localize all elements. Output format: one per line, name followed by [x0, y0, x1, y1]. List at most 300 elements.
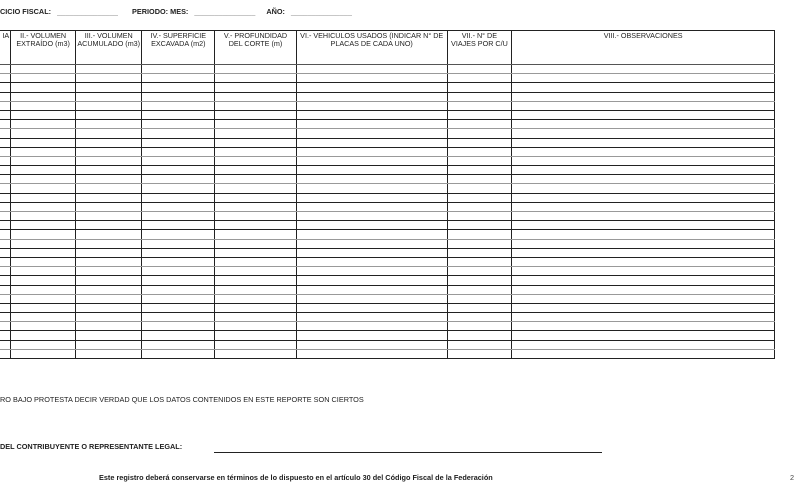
table-cell-col-3[interactable]: [76, 156, 142, 165]
table-cell-col-5[interactable]: [215, 138, 297, 147]
table-row: [0, 166, 775, 175]
table-cell-col-7[interactable]: [447, 147, 512, 156]
table-cell-col-6[interactable]: [296, 166, 447, 175]
table-cell-col-3[interactable]: [76, 230, 142, 239]
table-cell-col-7[interactable]: [447, 138, 512, 147]
table-cell-col-8[interactable]: [512, 175, 775, 184]
table-cell-col-4[interactable]: [142, 92, 215, 101]
table-row: [0, 248, 775, 257]
table-cell-col-5[interactable]: [215, 202, 297, 211]
table-cell-col-3[interactable]: [76, 202, 142, 211]
table-cell-col-3[interactable]: [76, 285, 142, 294]
table-cell-col-6[interactable]: [296, 267, 447, 276]
table-cell-col-2[interactable]: [11, 193, 76, 202]
table-cell-col-5[interactable]: [215, 340, 297, 349]
table-cell-col-6[interactable]: [296, 349, 447, 358]
table-cell-col-7[interactable]: [447, 294, 512, 303]
table-cell-col-4[interactable]: [142, 322, 215, 331]
table-cell-col-4[interactable]: [142, 65, 215, 74]
table-cell-col-2[interactable]: [11, 92, 76, 101]
table-cell-col-2[interactable]: [11, 83, 76, 92]
table-cell-col-7[interactable]: [447, 349, 512, 358]
table-cell-col-6[interactable]: [296, 285, 447, 294]
table-cell-col-5[interactable]: [215, 92, 297, 101]
table-cell-col-6[interactable]: [296, 193, 447, 202]
table-cell-col-7[interactable]: [447, 239, 512, 248]
table-cell-col-8[interactable]: [512, 202, 775, 211]
table-row: [0, 92, 775, 101]
table-cell-col-1[interactable]: [0, 331, 11, 340]
table-row: [0, 267, 775, 276]
table-cell-col-2[interactable]: [11, 331, 76, 340]
table-cell-col-1[interactable]: [0, 267, 11, 276]
table-cell-col-2[interactable]: [11, 349, 76, 358]
table-cell-col-7[interactable]: [447, 156, 512, 165]
table-cell-col-1[interactable]: [0, 322, 11, 331]
table-cell-col-4[interactable]: [142, 285, 215, 294]
table-cell-col-3[interactable]: [76, 175, 142, 184]
table-cell-col-4[interactable]: [142, 349, 215, 358]
table-cell-col-4[interactable]: [142, 202, 215, 211]
table-cell-col-2[interactable]: [11, 202, 76, 211]
table-row: [0, 193, 775, 202]
table-cell-col-6[interactable]: [296, 322, 447, 331]
table-cell-col-7[interactable]: [447, 101, 512, 110]
table-cell-col-5[interactable]: [215, 257, 297, 266]
page-number: 2: [790, 473, 795, 482]
table-cell-col-8[interactable]: [512, 340, 775, 349]
table-row: [0, 101, 775, 110]
table-cell-col-7[interactable]: [447, 92, 512, 101]
table-cell-col-7[interactable]: [447, 331, 512, 340]
table-cell-col-3[interactable]: [76, 267, 142, 276]
table-row: [0, 212, 775, 221]
table-cell-col-1[interactable]: [0, 202, 11, 211]
table-cell-col-8[interactable]: [512, 239, 775, 248]
table-cell-col-8[interactable]: [512, 303, 775, 312]
table-cell-col-3[interactable]: [76, 129, 142, 138]
table-cell-col-7[interactable]: [447, 129, 512, 138]
table-cell-col-6[interactable]: [296, 212, 447, 221]
table-cell-col-5[interactable]: [215, 285, 297, 294]
table-cell-col-7[interactable]: [447, 322, 512, 331]
table-cell-col-5[interactable]: [215, 313, 297, 322]
column-header-volumen-extraido: II.- VOLUMEN EXTRAÍDO (m3): [11, 31, 76, 65]
table-cell-col-2[interactable]: [11, 166, 76, 175]
table-cell-col-3[interactable]: [76, 92, 142, 101]
table-cell-col-4[interactable]: [142, 257, 215, 266]
table-cell-col-4[interactable]: [142, 212, 215, 221]
table-cell-col-4[interactable]: [142, 120, 215, 129]
fiscal-year-label: CICIO FISCAL:: [0, 7, 52, 16]
table-cell-col-3[interactable]: [76, 276, 142, 285]
table-cell-col-2[interactable]: [11, 101, 76, 110]
table-cell-col-1[interactable]: [0, 221, 11, 230]
table-cell-col-7[interactable]: [447, 276, 512, 285]
table-row: [0, 83, 775, 92]
table-cell-col-5[interactable]: [215, 175, 297, 184]
table-cell-col-2[interactable]: [11, 65, 76, 74]
table-cell-col-8[interactable]: [512, 92, 775, 101]
table-cell-col-1[interactable]: [0, 294, 11, 303]
table-cell-col-2[interactable]: [11, 239, 76, 248]
table-cell-col-1[interactable]: [0, 147, 11, 156]
table-cell-col-5[interactable]: [215, 303, 297, 312]
table-cell-col-2[interactable]: [11, 340, 76, 349]
table-cell-col-8[interactable]: [512, 193, 775, 202]
table-cell-col-5[interactable]: [215, 276, 297, 285]
table-cell-col-4[interactable]: [142, 138, 215, 147]
table-cell-col-2[interactable]: [11, 322, 76, 331]
table-cell-col-6[interactable]: [296, 239, 447, 248]
table-cell-col-3[interactable]: [76, 303, 142, 312]
table-cell-col-8[interactable]: [512, 230, 775, 239]
table-cell-col-7[interactable]: [447, 65, 512, 74]
table-cell-col-1[interactable]: [0, 110, 11, 119]
table-cell-col-3[interactable]: [76, 331, 142, 340]
table-cell-col-3[interactable]: [76, 239, 142, 248]
table-cell-col-5[interactable]: [215, 156, 297, 165]
declaration-text: RO BAJO PROTESTA DECIR VERDAD QUE LOS DATOS CONTENIDOS EN ESTE REPORTE SON CIERTOS: [0, 395, 364, 404]
table-cell-col-8[interactable]: [512, 65, 775, 74]
table-cell-col-7[interactable]: [447, 193, 512, 202]
table-cell-col-2[interactable]: [11, 74, 76, 83]
table-cell-col-5[interactable]: [215, 212, 297, 221]
table-cell-col-1[interactable]: [0, 349, 11, 358]
table-cell-col-8[interactable]: [512, 138, 775, 147]
table-row: [0, 257, 775, 266]
table-cell-col-4[interactable]: [142, 175, 215, 184]
table-cell-col-8[interactable]: [512, 120, 775, 129]
table-cell-col-5[interactable]: [215, 349, 297, 358]
table-cell-col-3[interactable]: [76, 322, 142, 331]
year-label: AÑO:: [266, 7, 285, 16]
table-cell-col-3[interactable]: [76, 83, 142, 92]
table-cell-col-5[interactable]: [215, 129, 297, 138]
table-cell-col-8[interactable]: [512, 129, 775, 138]
table-cell-col-4[interactable]: [142, 313, 215, 322]
table-cell-col-3[interactable]: [76, 257, 142, 266]
table-cell-col-8[interactable]: [512, 285, 775, 294]
table-cell-col-1[interactable]: [0, 74, 11, 83]
table-cell-col-7[interactable]: [447, 257, 512, 266]
table-cell-col-6[interactable]: [296, 65, 447, 74]
table-cell-col-5[interactable]: [215, 322, 297, 331]
table-cell-col-1[interactable]: [0, 166, 11, 175]
table-cell-col-2[interactable]: [11, 313, 76, 322]
table-cell-col-6[interactable]: [296, 129, 447, 138]
table-cell-col-3[interactable]: [76, 184, 142, 193]
table-cell-col-8[interactable]: [512, 83, 775, 92]
table-cell-col-8[interactable]: [512, 257, 775, 266]
table-cell-col-1[interactable]: [0, 156, 11, 165]
table-cell-col-6[interactable]: [296, 340, 447, 349]
table-cell-col-4[interactable]: [142, 340, 215, 349]
table-cell-col-1[interactable]: [0, 184, 11, 193]
table-cell-col-6[interactable]: [296, 83, 447, 92]
table-cell-col-7[interactable]: [447, 74, 512, 83]
table-cell-col-7[interactable]: [447, 184, 512, 193]
table-cell-col-6[interactable]: [296, 221, 447, 230]
table-cell-col-1[interactable]: [0, 248, 11, 257]
table-cell-col-3[interactable]: [76, 349, 142, 358]
table-row: [0, 65, 775, 74]
table-cell-col-7[interactable]: [447, 120, 512, 129]
table-cell-col-4[interactable]: [142, 294, 215, 303]
table-cell-col-8[interactable]: [512, 101, 775, 110]
table-cell-col-6[interactable]: [296, 331, 447, 340]
table-cell-col-3[interactable]: [76, 120, 142, 129]
table-cell-col-6[interactable]: [296, 313, 447, 322]
table-cell-col-2[interactable]: [11, 120, 76, 129]
table-row: [0, 285, 775, 294]
table-cell-col-2[interactable]: [11, 230, 76, 239]
table-cell-col-5[interactable]: [215, 83, 297, 92]
table-cell-col-2[interactable]: [11, 221, 76, 230]
table-cell-col-7[interactable]: [447, 110, 512, 119]
table-cell-col-5[interactable]: [215, 120, 297, 129]
table-cell-col-7[interactable]: [447, 221, 512, 230]
table-cell-col-5[interactable]: [215, 239, 297, 248]
table-cell-col-5[interactable]: [215, 193, 297, 202]
table-cell-col-1[interactable]: [0, 230, 11, 239]
table-cell-col-2[interactable]: [11, 257, 76, 266]
table-cell-col-2[interactable]: [11, 110, 76, 119]
table-cell-col-3[interactable]: [76, 101, 142, 110]
table-cell-col-2[interactable]: [11, 147, 76, 156]
table-cell-col-4[interactable]: [142, 230, 215, 239]
table-cell-col-7[interactable]: [447, 212, 512, 221]
table-cell-col-1[interactable]: [0, 239, 11, 248]
table-cell-col-8[interactable]: [512, 349, 775, 358]
table-cell-col-3[interactable]: [76, 221, 142, 230]
column-header-numero-viajes: VII.- N° DE VIAJES POR C/U: [447, 31, 512, 65]
table-cell-col-7[interactable]: [447, 340, 512, 349]
table-cell-col-5[interactable]: [215, 184, 297, 193]
table-cell-col-6[interactable]: [296, 120, 447, 129]
table-cell-col-1[interactable]: [0, 120, 11, 129]
table-cell-col-2[interactable]: [11, 175, 76, 184]
table-cell-col-8[interactable]: [512, 74, 775, 83]
table-cell-col-2[interactable]: [11, 138, 76, 147]
table-cell-col-5[interactable]: [215, 166, 297, 175]
table-cell-col-6[interactable]: [296, 276, 447, 285]
table-cell-col-4[interactable]: [142, 147, 215, 156]
table-cell-col-4[interactable]: [142, 193, 215, 202]
table-cell-col-4[interactable]: [142, 74, 215, 83]
table-cell-col-4[interactable]: [142, 83, 215, 92]
column-header-superficie-excavada: IV.- SUPERFICIE EXCAVADA (m2): [142, 31, 215, 65]
table-row: [0, 276, 775, 285]
table-cell-col-2[interactable]: [11, 156, 76, 165]
table-cell-col-3[interactable]: [76, 138, 142, 147]
table-row: [0, 175, 775, 184]
table-cell-col-8[interactable]: [512, 322, 775, 331]
table-cell-col-7[interactable]: [447, 313, 512, 322]
table-header-row: [0, 31, 775, 65]
table-cell-col-7[interactable]: [447, 303, 512, 312]
year-field[interactable]: _______________: [291, 7, 352, 16]
table-cell-col-5[interactable]: [215, 294, 297, 303]
table-cell-col-1[interactable]: [0, 138, 11, 147]
table-cell-col-5[interactable]: [215, 110, 297, 119]
table-cell-col-3[interactable]: [76, 294, 142, 303]
table-row: [0, 349, 775, 358]
table-cell-col-3[interactable]: [76, 110, 142, 119]
table-cell-col-7[interactable]: [447, 248, 512, 257]
table-cell-col-1[interactable]: [0, 303, 11, 312]
table-cell-col-7[interactable]: [447, 202, 512, 211]
table-cell-col-1[interactable]: [0, 92, 11, 101]
table-cell-col-7[interactable]: [447, 175, 512, 184]
table-cell-col-1[interactable]: [0, 65, 11, 74]
table-cell-col-3[interactable]: [76, 65, 142, 74]
table-cell-col-6[interactable]: [296, 248, 447, 257]
table-cell-col-2[interactable]: [11, 129, 76, 138]
table-cell-col-8[interactable]: [512, 184, 775, 193]
table-cell-col-6[interactable]: [296, 74, 447, 83]
table-cell-col-7[interactable]: [447, 267, 512, 276]
table-cell-col-8[interactable]: [512, 110, 775, 119]
table-cell-col-7[interactable]: [447, 285, 512, 294]
table-cell-col-8[interactable]: [512, 276, 775, 285]
table-cell-col-8[interactable]: [512, 156, 775, 165]
table-cell-col-4[interactable]: [142, 221, 215, 230]
table-cell-col-2[interactable]: [11, 276, 76, 285]
table-cell-col-3[interactable]: [76, 193, 142, 202]
table-cell-col-6[interactable]: [296, 184, 447, 193]
table-cell-col-5[interactable]: [215, 147, 297, 156]
table-cell-col-4[interactable]: [142, 331, 215, 340]
table-row: [0, 184, 775, 193]
table-cell-col-8[interactable]: [512, 147, 775, 156]
table-cell-col-6[interactable]: [296, 202, 447, 211]
table-cell-col-5[interactable]: [215, 221, 297, 230]
table-cell-col-2[interactable]: [11, 212, 76, 221]
table-cell-col-1[interactable]: [0, 101, 11, 110]
header-fields: [0, 7, 352, 16]
table-cell-col-1[interactable]: [0, 276, 11, 285]
table-cell-col-3[interactable]: [76, 340, 142, 349]
table-cell-col-4[interactable]: [142, 166, 215, 175]
table-cell-col-2[interactable]: [11, 267, 76, 276]
table-cell-col-4[interactable]: [142, 303, 215, 312]
table-cell-col-3[interactable]: [76, 166, 142, 175]
table-cell-col-6[interactable]: [296, 110, 447, 119]
table-cell-col-8[interactable]: [512, 267, 775, 276]
table-cell-col-6[interactable]: [296, 147, 447, 156]
table-row: [0, 129, 775, 138]
table-row: [0, 147, 775, 156]
table-cell-col-8[interactable]: [512, 221, 775, 230]
table-cell-col-1[interactable]: [0, 175, 11, 184]
table-cell-col-6[interactable]: [296, 101, 447, 110]
period-month-field[interactable]: _______________: [194, 7, 256, 16]
table-cell-col-1[interactable]: [0, 340, 11, 349]
table-cell-col-5[interactable]: [215, 101, 297, 110]
fiscal-year-field[interactable]: _______________: [57, 7, 118, 16]
table-cell-col-6[interactable]: [296, 92, 447, 101]
table-cell-col-2[interactable]: [11, 294, 76, 303]
period-month-label: PERIODO: MES:: [132, 7, 189, 16]
table-row: [0, 294, 775, 303]
table-row: [0, 156, 775, 165]
table-cell-col-5[interactable]: [215, 230, 297, 239]
table-row: [0, 120, 775, 129]
table-cell-col-8[interactable]: [512, 331, 775, 340]
table-cell-col-7[interactable]: [447, 230, 512, 239]
signature-label: DEL CONTRIBUYENTE O REPRESENTANTE LEGAL:: [0, 442, 183, 451]
table-cell-col-4[interactable]: [142, 101, 215, 110]
table-cell-col-7[interactable]: [447, 166, 512, 175]
table-cell-col-3[interactable]: [76, 212, 142, 221]
table-cell-col-1[interactable]: [0, 313, 11, 322]
table-cell-col-8[interactable]: [512, 212, 775, 221]
table-cell-col-6[interactable]: [296, 175, 447, 184]
table-cell-col-1[interactable]: [0, 257, 11, 266]
table-cell-col-2[interactable]: [11, 303, 76, 312]
table-cell-col-3[interactable]: [76, 248, 142, 257]
table-cell-col-2[interactable]: [11, 184, 76, 193]
table-cell-col-3[interactable]: [76, 147, 142, 156]
table-cell-col-5[interactable]: [215, 74, 297, 83]
table-row: [0, 303, 775, 312]
table-cell-col-1[interactable]: [0, 193, 11, 202]
table-cell-col-8[interactable]: [512, 313, 775, 322]
signature-line[interactable]: [214, 452, 602, 453]
table-cell-col-1[interactable]: [0, 212, 11, 221]
table-cell-col-1[interactable]: [0, 285, 11, 294]
table-row: [0, 74, 775, 83]
table-cell-col-6[interactable]: [296, 156, 447, 165]
table-cell-col-3[interactable]: [76, 74, 142, 83]
table-cell-col-4[interactable]: [142, 267, 215, 276]
table-cell-col-4[interactable]: [142, 184, 215, 193]
table-cell-col-8[interactable]: [512, 248, 775, 257]
column-header-profundidad-corte: V.- PROFUNDIDAD DEL CORTE (m): [215, 31, 297, 65]
table-cell-col-5[interactable]: [215, 331, 297, 340]
table-cell-col-4[interactable]: [142, 110, 215, 119]
table-cell-col-8[interactable]: [512, 294, 775, 303]
table-cell-col-2[interactable]: [11, 248, 76, 257]
table-cell-col-6[interactable]: [296, 230, 447, 239]
table-row: [0, 138, 775, 147]
table-cell-col-2[interactable]: [11, 285, 76, 294]
table-cell-col-5[interactable]: [215, 267, 297, 276]
table-cell-col-6[interactable]: [296, 257, 447, 266]
table-cell-col-4[interactable]: [142, 276, 215, 285]
table-cell-col-7[interactable]: [447, 83, 512, 92]
table-row: [0, 313, 775, 322]
table-cell-col-4[interactable]: [142, 156, 215, 165]
table-cell-col-5[interactable]: [215, 65, 297, 74]
table-cell-col-4[interactable]: [142, 248, 215, 257]
table-cell-col-4[interactable]: [142, 239, 215, 248]
table-row: [0, 322, 775, 331]
table-cell-col-5[interactable]: [215, 248, 297, 257]
table-cell-col-1[interactable]: [0, 129, 11, 138]
table-cell-col-6[interactable]: [296, 138, 447, 147]
table-row: [0, 110, 775, 119]
table-cell-col-6[interactable]: [296, 303, 447, 312]
table-cell-col-3[interactable]: [76, 313, 142, 322]
table-cell-col-8[interactable]: [512, 166, 775, 175]
table-cell-col-6[interactable]: [296, 294, 447, 303]
table-cell-col-4[interactable]: [142, 129, 215, 138]
table-cell-col-1[interactable]: [0, 83, 11, 92]
footer-note: Este registro deberá conservarse en términos de lo dispuesto en el artículo 30 del Código Fiscal de la Federación: [99, 473, 493, 482]
column-header-vehiculos-usados: VI.- VEHICULOS USADOS (INDICAR N° DE PLACAS DE CADA UNO): [296, 31, 447, 65]
